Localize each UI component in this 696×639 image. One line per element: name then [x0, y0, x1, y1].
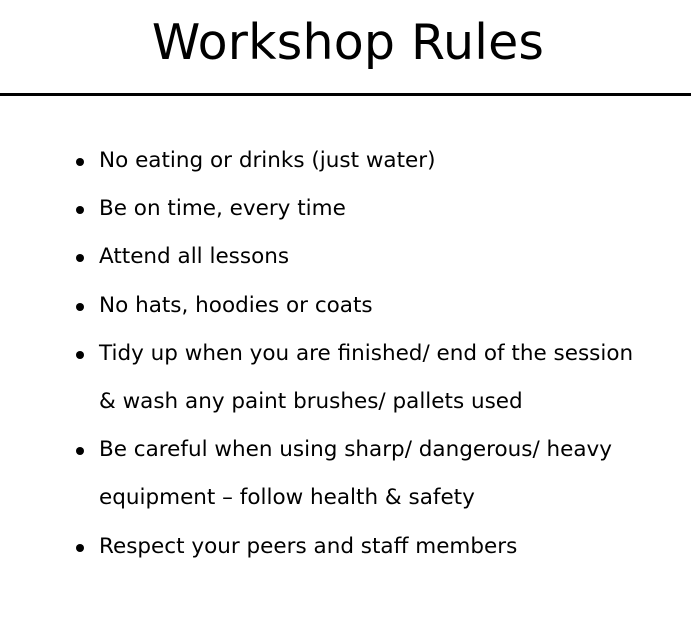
rule-text: No hats, hoodies or coats — [99, 292, 373, 318]
rule-item — [0, 137, 696, 185]
rule-text-continuation: equipment – follow health & safety — [99, 485, 475, 511]
rule-item — [0, 523, 696, 571]
rule-text-continuation: & wash any paint brushes/ pallets used — [99, 389, 523, 415]
bullet-icon — [76, 206, 84, 214]
rule-text: Tidy up when you are finished/ end of the session — [99, 340, 634, 366]
title-divider — [0, 93, 691, 96]
bullet-icon — [76, 351, 84, 359]
rule-item — [0, 330, 696, 426]
rule-text: No eating or drinks (just water) — [99, 148, 436, 173]
rule-item — [0, 185, 696, 233]
rule-item — [0, 426, 696, 522]
bullet-icon — [76, 544, 84, 552]
rules-list — [0, 137, 696, 571]
rule-item — [0, 233, 696, 281]
rule-item — [0, 282, 696, 330]
bullet-icon — [76, 158, 84, 166]
rule-text: Attend all lessons — [99, 244, 290, 270]
bullet-icon — [76, 303, 84, 311]
rule-text: Be on time, every time — [99, 196, 346, 222]
page-title: Workshop Rules — [151, 14, 545, 71]
rule-text: Be careful when using sharp/ dangerous/ heavy — [99, 437, 613, 463]
bullet-icon — [76, 447, 84, 455]
rule-text: Respect your peers and staff members — [99, 533, 518, 559]
bullet-icon — [76, 254, 84, 262]
